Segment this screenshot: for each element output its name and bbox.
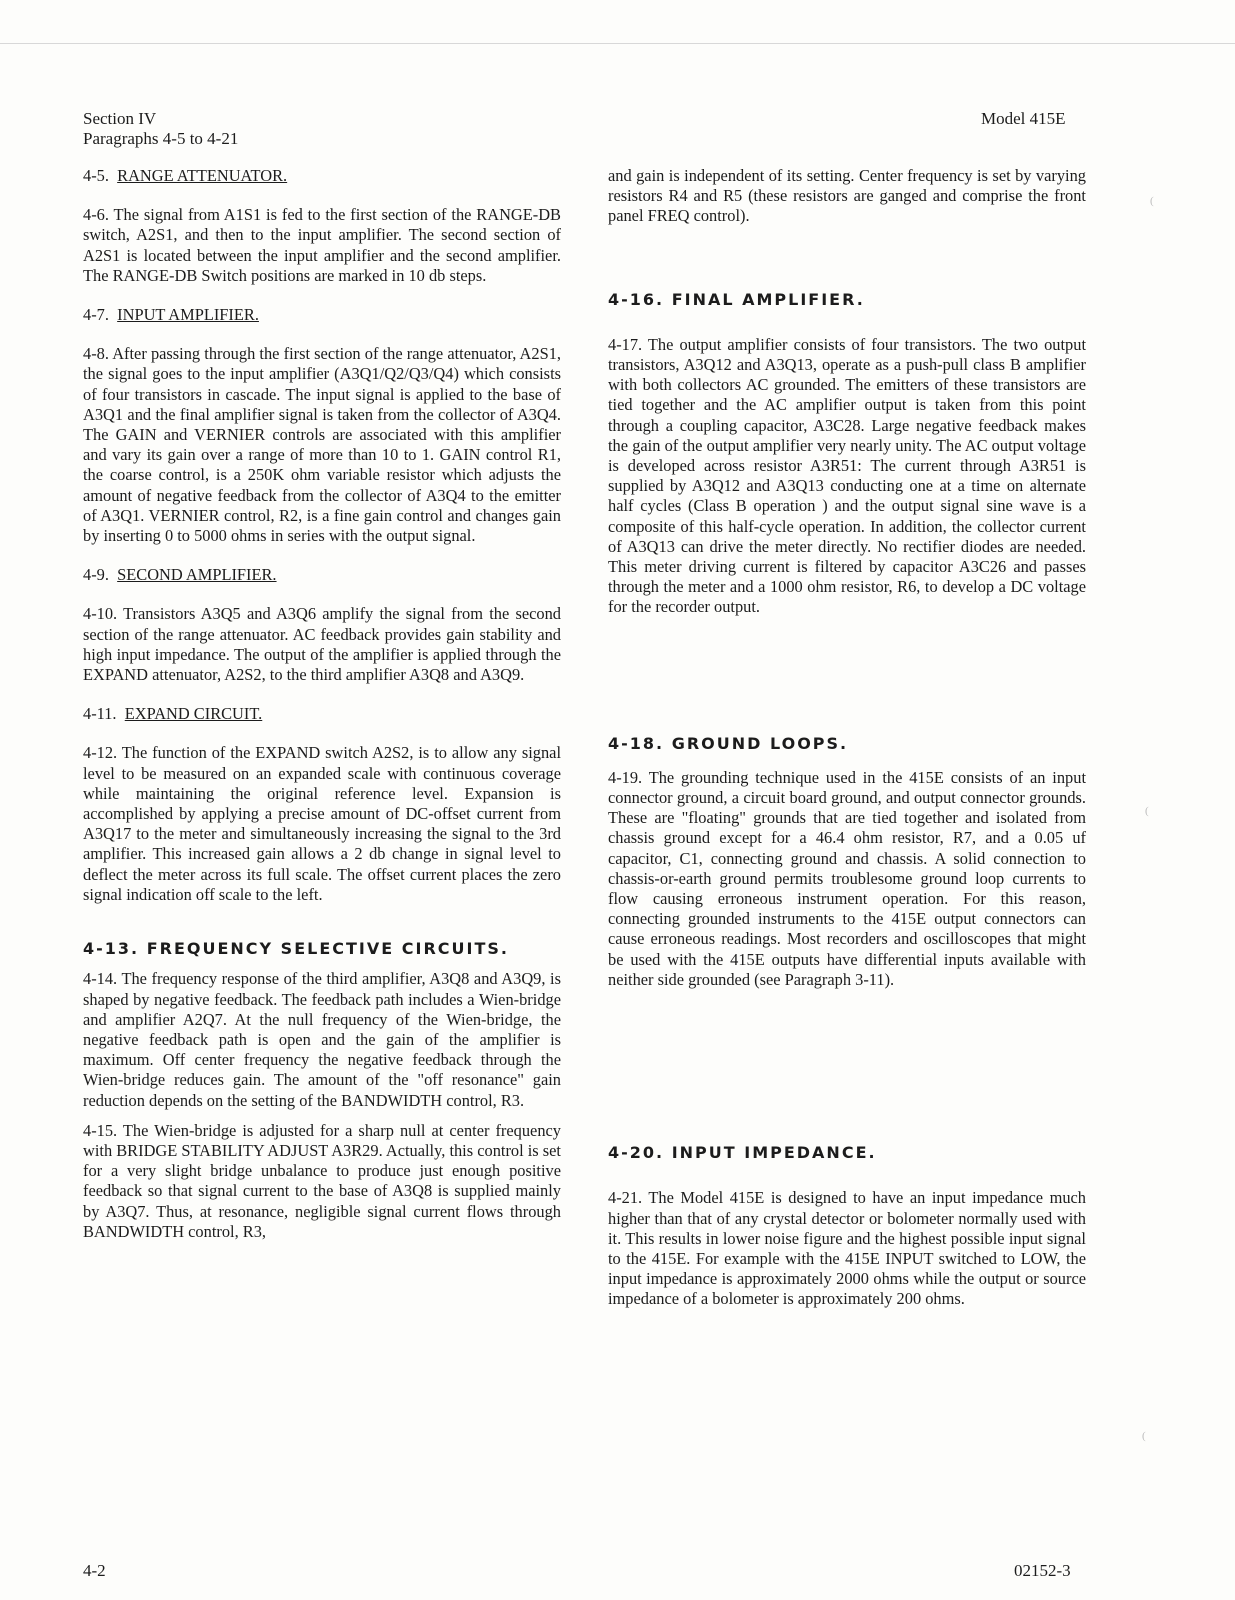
paragraph-4-15-continued: and gain is independent of its setting. Center frequency is set by varying resistors R4 and R5 (these resistors are ganged and comprise the front panel FREQ control). [608,166,1086,226]
page-number: 4-2 [83,1561,106,1580]
paragraph-4-19: 4-19. The grounding technique used in the 415E consists of an input connector ground, a circuit board ground, and output connector grounds. These are "floating" grounds that are tied together and isolated from chassis ground except for a 46.4 ohm resistor, R7, and a 0.05 uf capacitor, C1, connecting ground and chassis. A solid connection to chassis-or-earth ground permits troublesome ground loop currents to flow causing erroneous instrument operation. For this reason, connecting grounded instruments to the 415E output connectors can cause erroneous readings. Most recorders and oscilloscopes that might be used with the 415E outputs have differential inputs available with neither side grounded (see Paragraph 3-11). [608,767,1086,989]
paragraph-4-6: 4-6. The signal from A1S1 is fed to the first section of the RANGE-DB switch, A2S1, and then to the input amplifier. The second section of A2S1 is located between the input amplifier and the second amplifier. The RANGE-DB Switch positions are marked in 10 db steps. [83,205,561,285]
paragraph-4-21: 4-21. The Model 415E is designed to have an input impedance much higher than that of any crystal detector or bolometer normally used with it. This results in lower noise figure and the highest possible input signal to the 415E. For example with the 415E INPUT switched to LOW, the input impedance is approximately 2000 ohms while the output or source impedance of a bolometer is approximately 200 ohms. [608,1188,1086,1309]
heading-4-7: 4-7. INPUT AMPLIFIER. [83,305,259,325]
paragraph-4-12: 4-12. The function of the EXPAND switch A2S2, is to allow any signal level to be measured on an expanded scale with continuous coverage while maintaining the original reference level. Expansion is accomplished by applying a precise amount of DC-offset current from A3Q17 to the meter and simultaneously increasing the signal to the 3rd amplifier. This increased gain allows a 2 db change in signal level to deflect the meter across its full scale. The offset current places the zero signal indication off scale to the left. [83,743,561,904]
paragraph-4-15: 4-15. The Wien-bridge is adjusted for a sharp null at center frequency with BRIDGE STABILITY ADJUST A3R29. Actually, this control is set for a very slight bridge unbalance to produce just enough positive feedback so that signal current to the base of A3Q8 is supplied mainly by A3Q7. Thus, at resonance, negligible signal current flows through BANDWIDTH control, R3, [83,1120,561,1241]
heading-4-18: 4-18. GROUND LOOPS. [608,733,849,753]
paragraph-4-8: 4-8. After passing through the first section of the range attenuator, A2S1, the signal goes to the input amplifier (A3Q1/Q2/Q3/Q4) which consists of four transistors in cascade. The input signal is applied to the base of A3Q1 and the final amplifier signal is taken from the collector of A3Q4. The GAIN and VERNIER controls are associated with this amplifier and vary its gain over a range of more than 10 to 1. GAIN control R1, the coarse control, is a 250K ohm variable resistor which adjusts the amount of negative feedback from the collector of A3Q4 to the emitter of A3Q1. VERNIER control, R2, is a fine gain control and changes gain by inserting 0 to 5000 ohms in series with the output signal. [83,344,561,546]
heading-4-16: 4-16. FINAL AMPLIFIER. [608,289,865,309]
scan-mark: ( [1150,195,1154,207]
heading-4-11: 4-11. EXPAND CIRCUIT. [83,704,263,724]
scan-top-edge [0,43,1235,44]
paragraph-4-17: 4-17. The output amplifier consists of four transistors. The two output transistors, A3Q12 and A3Q13, operate as a push-pull class B amplifier with both collectors AC grounded. The emitters of these transistors are tied together and the AC amplifier output is taken from this point through a coupling capacitor, A3C28. Large negative feedback makes the gain of the output amplifier very nearly unity. The AC output voltage is developed across resistor A3R51: The current through A3R51 is supplied by A3Q12 and A3Q13 conducting one at a time on alternate half cycles (Class B operation ) and the output signal sine wave is a composite of this half-cycle operation. In addition, the collector current of A3Q13 can drive the meter directly. No rectifier diodes are needed. This meter driving current is filtered by capacitor A3C26 and passes through the meter and a 1000 ohm resistor, R6, to develop a DC voltage for the recorder output. [608,334,1086,617]
paragraph-4-14: 4-14. The frequency response of the third amplifier, A3Q8 and A3Q9, is shaped by negative feedback. The feedback path includes a Wien-bridge and amplifier A2Q7. At the null frequency of the Wien-bridge, the negative feedback path is open and the gain of the amplifier is maximum. Off center frequency the negative feedback through the Wien-bridge reduces gain. The amount of the "off resonance" gain reduction depends on the setting of the BANDWIDTH control, R3. [83,969,561,1110]
section-label: Section IV [83,109,157,128]
heading-4-13: 4-13. FREQUENCY SELECTIVE CIRCUITS. [83,939,509,959]
scan-mark: ( [1145,805,1149,817]
scan-mark: ( [1142,1430,1146,1442]
heading-4-20: 4-20. INPUT IMPEDANCE. [608,1143,877,1163]
paragraphs-label: Paragraphs 4-5 to 4-21 [83,129,239,148]
right-column [608,166,1086,1329]
heading-4-5: 4-5. RANGE ATTENUATOR. [83,166,288,185]
document-number: 02152-3 [1014,1561,1071,1580]
left-column [83,166,561,1261]
heading-4-9: 4-9. SECOND AMPLIFIER. [83,565,277,585]
model-label: Model 415E [981,109,1066,128]
paragraph-4-10: 4-10. Transistors A3Q5 and A3Q6 amplify the signal from the second section of the range attenuator. AC feedback provides gain stability and high input impedance. The output of the amplifier is applied through the EXPAND attenuator, A2S2, to the third amplifier A3Q8 and A3Q9. [83,604,561,685]
section-header [83,109,238,149]
